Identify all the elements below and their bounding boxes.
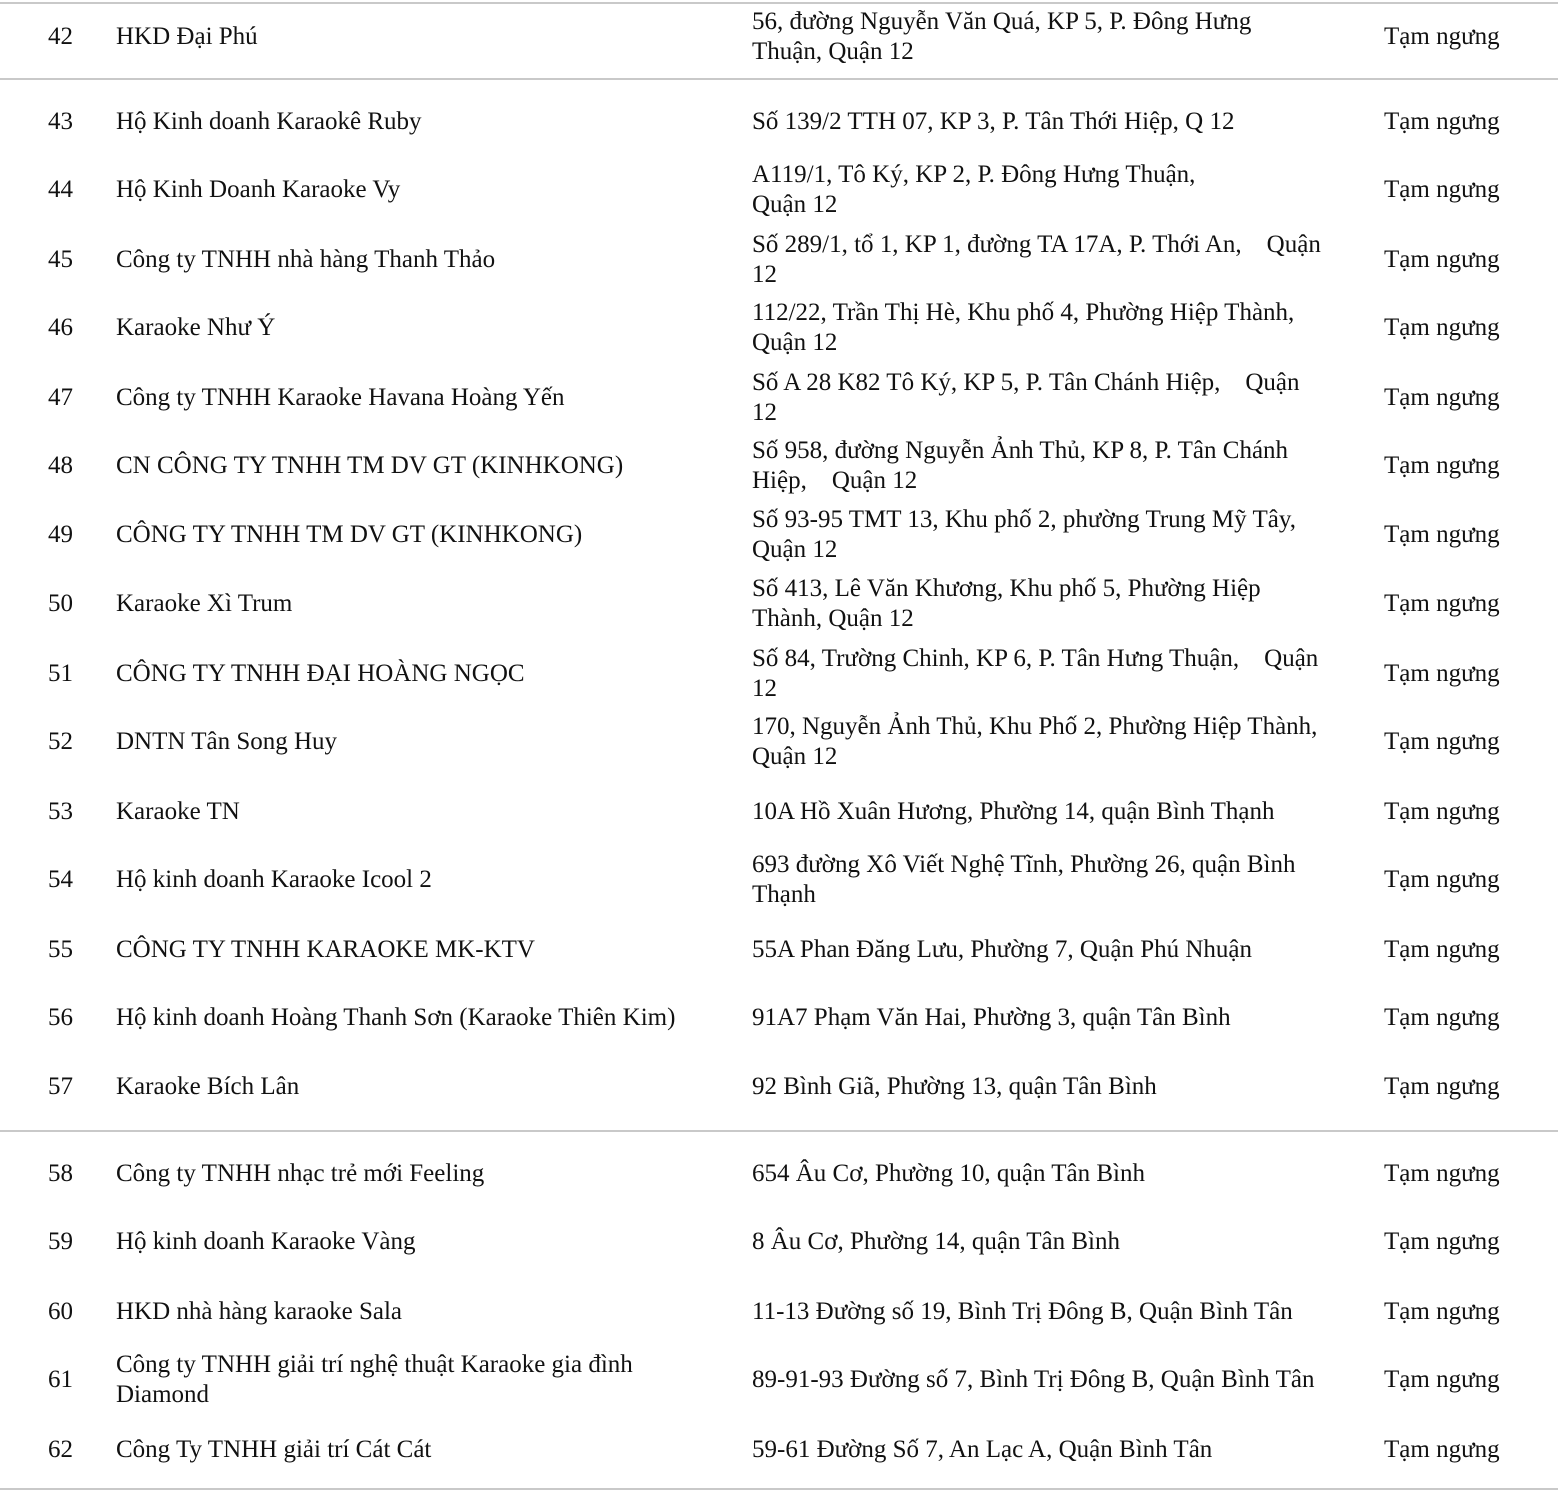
address-line: Số 413, Lê Văn Khương, Khu phố 5, Phường Hiệp [752, 575, 1261, 602]
table-row [0, 916, 1558, 984]
status-text: Tạm ngưng [1384, 866, 1500, 893]
business-name-line: CÔNG TY TNHH KARAOKE MK-KTV [116, 936, 535, 963]
address-line: 654 Âu Cơ, Phường 10, quận Tân Bình [752, 1160, 1146, 1187]
status-text: Tạm ngưng [1384, 521, 1500, 548]
business-address [752, 708, 1364, 776]
address-line: Số 93-95 TMT 13, Khu phố 2, phường Trung Mỹ Tây, [752, 506, 1296, 533]
business-name [116, 640, 736, 708]
business-address [752, 226, 1364, 294]
business-name [116, 500, 736, 570]
business-name [116, 1208, 736, 1276]
business-name [116, 364, 736, 432]
business-name [116, 708, 736, 776]
table-row [0, 984, 1558, 1052]
table-row [0, 1278, 1558, 1346]
business-address [752, 88, 1364, 156]
business-name-line: Hộ Kinh doanh Karaokê Ruby [116, 108, 422, 135]
table-row [0, 1416, 1558, 1484]
address-line: Thành, Quận 12 [752, 605, 914, 632]
business-name-line: CÔNG TY TNHH ĐẠI HOÀNG NGỌC [116, 660, 525, 687]
business-address [752, 1346, 1364, 1414]
row-number: 46 [48, 314, 73, 341]
business-address [752, 1278, 1364, 1346]
row-number: 50 [48, 590, 73, 617]
business-address [752, 156, 1364, 224]
table-row [0, 4, 1558, 70]
business-name-line: HKD nhà hàng karaoke Sala [116, 1298, 403, 1325]
address-line: Quận 12 [752, 329, 838, 356]
business-address [752, 640, 1364, 708]
business-name-line: Công ty TNHH nhạc trẻ mới Feeling [116, 1160, 485, 1187]
status-text: Tạm ngưng [1384, 384, 1500, 411]
business-name-line: CN CÔNG TY TNHH TM DV GT (KINHKONG) [116, 452, 624, 479]
address-line: 12 [752, 399, 777, 426]
business-name-line: Hộ kinh doanh Karaoke Vàng [116, 1228, 416, 1255]
address-line: 55A Phan Đăng Lưu, Phường 7, Quận Phú Nhuận [752, 936, 1253, 963]
status-text: Tạm ngưng [1384, 590, 1500, 617]
row-number: 55 [48, 936, 73, 963]
table-divider-bottom [0, 1488, 1558, 1490]
business-name-line: Hộ kinh doanh Hoàng Thanh Sơn (Karaoke Thiên Kim) [116, 1004, 676, 1031]
business-address [752, 1208, 1364, 1276]
address-line: 12 [752, 261, 777, 288]
business-name [116, 1278, 736, 1346]
business-name [116, 1052, 736, 1122]
address-line: 92 Bình Giã, Phường 13, quận Tân Bình [752, 1073, 1157, 1100]
status-text: Tạm ngưng [1384, 1228, 1500, 1255]
address-line: 59-61 Đường Số 7, An Lạc A, Quận Bình Tân [752, 1436, 1213, 1463]
row-number: 52 [48, 728, 73, 755]
table-row [0, 1052, 1558, 1122]
business-address [752, 1140, 1364, 1208]
business-name-line: Hộ Kinh Doanh Karaoke Vy [116, 176, 401, 203]
business-name-line: HKD Đại Phú [116, 23, 258, 50]
status-text: Tạm ngưng [1384, 176, 1500, 203]
row-number: 61 [48, 1366, 73, 1393]
row-number: 60 [48, 1298, 73, 1325]
business-address [752, 778, 1364, 846]
row-number: 49 [48, 521, 73, 548]
business-name-line: Karaoke TN [116, 798, 240, 825]
table-row [0, 364, 1558, 432]
table-divider [0, 1130, 1558, 1132]
table-row [0, 1208, 1558, 1276]
business-name [116, 4, 736, 70]
status-text: Tạm ngưng [1384, 1160, 1500, 1187]
business-name-line: DNTN Tân Song Huy [116, 728, 338, 755]
status-text: Tạm ngưng [1384, 1004, 1500, 1031]
business-name [116, 156, 736, 224]
address-line: 11-13 Đường số 19, Bình Trị Đông B, Quận Bình Tân [752, 1298, 1293, 1325]
address-line: 693 đường Xô Viết Nghệ Tĩnh, Phường 26, quận Bình [752, 851, 1296, 878]
address-line: Thuận, Quận 12 [752, 38, 914, 65]
address-line: Số 289/1, tổ 1, KP 1, đường TA 17A, P. Thới An, Quận [752, 231, 1321, 258]
table-row [0, 156, 1558, 224]
business-name [116, 1346, 736, 1414]
table-row [0, 432, 1558, 500]
table-divider [0, 78, 1558, 80]
business-name-line: Công ty TNHH Karaoke Havana Hoàng Yến [116, 384, 565, 411]
row-number: 45 [48, 246, 73, 273]
status-text: Tạm ngưng [1384, 1298, 1500, 1325]
business-name [116, 1140, 736, 1208]
business-name [116, 984, 736, 1052]
address-line: 112/22, Trần Thị Hè, Khu phố 4, Phường Hiệp Thành, [752, 299, 1295, 326]
status-text: Tạm ngưng [1384, 936, 1500, 963]
table-row [0, 570, 1558, 638]
address-line: 10A Hồ Xuân Hương, Phường 14, quận Bình Thạnh [752, 798, 1275, 825]
table-row [0, 778, 1558, 846]
business-name [116, 1416, 736, 1484]
row-number: 57 [48, 1073, 73, 1100]
row-number: 62 [48, 1436, 73, 1463]
row-number: 56 [48, 1004, 73, 1031]
business-name-line: Karaoke Xì Trum [116, 590, 293, 617]
address-line: 91A7 Phạm Văn Hai, Phường 3, quận Tân Bình [752, 1004, 1231, 1031]
address-line: Số 958, đường Nguyễn Ảnh Thủ, KP 8, P. Tân Chánh [752, 437, 1289, 464]
address-line: A119/1, Tô Ký, KP 2, P. Đông Hưng Thuận, [752, 161, 1196, 188]
address-line: Quận 12 [752, 536, 838, 563]
business-address [752, 500, 1364, 570]
status-text: Tạm ngưng [1384, 728, 1500, 755]
business-address [752, 4, 1364, 70]
table-row [0, 846, 1558, 914]
table-row [0, 88, 1558, 156]
business-name [116, 432, 736, 500]
address-line: Số A 28 K82 Tô Ký, KP 5, P. Tân Chánh Hiệp, Quận [752, 369, 1300, 396]
address-line: Số 84, Trường Chinh, KP 6, P. Tân Hưng Thuận, Quận [752, 645, 1319, 672]
status-text: Tạm ngưng [1384, 1073, 1500, 1100]
business-address [752, 916, 1364, 984]
business-name-line: CÔNG TY TNHH TM DV GT (KINHKONG) [116, 521, 583, 548]
row-number: 54 [48, 866, 73, 893]
business-name [116, 846, 736, 914]
table-row [0, 1140, 1558, 1208]
business-address [752, 364, 1364, 432]
business-name-line: Karaoke Bích Lân [116, 1073, 300, 1100]
row-number: 53 [48, 798, 73, 825]
status-text: Tạm ngưng [1384, 1436, 1500, 1463]
row-number: 44 [48, 176, 73, 203]
table-row [0, 500, 1558, 570]
address-line: 89-91-93 Đường số 7, Bình Trị Đông B, Quận Bình Tân [752, 1366, 1315, 1393]
business-address [752, 570, 1364, 638]
business-address [752, 294, 1364, 362]
status-text: Tạm ngưng [1384, 314, 1500, 341]
business-address [752, 432, 1364, 500]
row-number: 43 [48, 108, 73, 135]
table-row [0, 640, 1558, 708]
address-line: Quận 12 [752, 743, 838, 770]
business-name-line: Công ty TNHH nhà hàng Thanh Thảo [116, 246, 496, 273]
status-text: Tạm ngưng [1384, 23, 1500, 50]
address-line: Hiệp, Quận 12 [752, 467, 918, 494]
business-address [752, 1416, 1364, 1484]
row-number: 59 [48, 1228, 73, 1255]
address-line: 8 Âu Cơ, Phường 14, quận Tân Bình [752, 1228, 1121, 1255]
status-text: Tạm ngưng [1384, 246, 1500, 273]
table-row [0, 1346, 1558, 1414]
status-text: Tạm ngưng [1384, 108, 1500, 135]
business-name-line: Karaoke Như Ý [116, 314, 276, 341]
address-line: 12 [752, 675, 777, 702]
business-name [116, 226, 736, 294]
business-address [752, 1052, 1364, 1122]
business-address [752, 846, 1364, 914]
address-line: Số 139/2 TTH 07, KP 3, P. Tân Thới Hiệp, Q 12 [752, 108, 1235, 135]
business-name [116, 294, 736, 362]
row-number: 58 [48, 1160, 73, 1187]
row-number: 47 [48, 384, 73, 411]
row-number: 51 [48, 660, 73, 687]
status-text: Tạm ngưng [1384, 798, 1500, 825]
table-row [0, 294, 1558, 362]
business-name [116, 570, 736, 638]
business-name-line: Công ty TNHH giải trí nghệ thuật Karaoke gia đình [116, 1351, 633, 1378]
status-text: Tạm ngưng [1384, 1366, 1500, 1393]
business-name-line: Hộ kinh doanh Karaoke Icool 2 [116, 866, 432, 893]
address-line: 56, đường Nguyễn Văn Quá, KP 5, P. Đông Hưng [752, 8, 1252, 35]
business-address [752, 984, 1364, 1052]
business-name [116, 916, 736, 984]
address-line: 170, Nguyễn Ảnh Thủ, Khu Phố 2, Phường Hiệp Thành, [752, 713, 1318, 740]
business-name-line: Diamond [116, 1381, 210, 1408]
status-text: Tạm ngưng [1384, 660, 1500, 687]
table-row [0, 226, 1558, 294]
business-name [116, 778, 736, 846]
status-text: Tạm ngưng [1384, 452, 1500, 479]
table-row [0, 708, 1558, 776]
row-number: 42 [48, 23, 73, 50]
address-line: Thạnh [752, 881, 816, 908]
row-number: 48 [48, 452, 73, 479]
business-name [116, 88, 736, 156]
address-line: Quận 12 [752, 191, 838, 218]
business-name-line: Công Ty TNHH giải trí Cát Cát [116, 1436, 432, 1463]
